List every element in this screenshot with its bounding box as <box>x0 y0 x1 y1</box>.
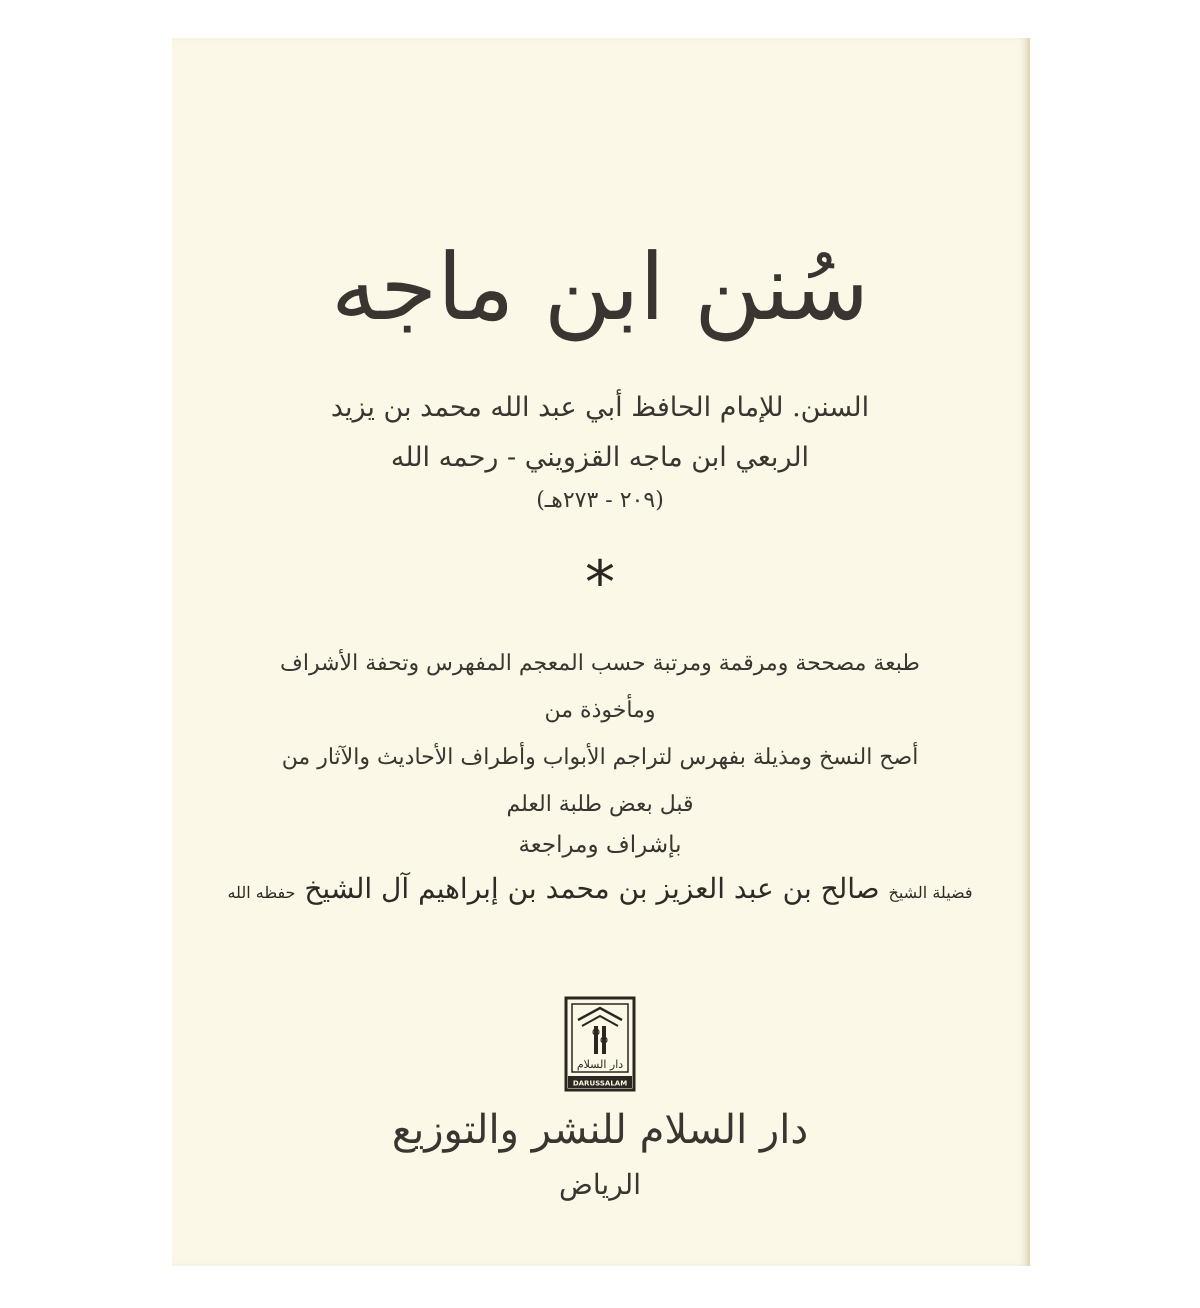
supervision-label: بإشراف ومراجعة <box>518 832 682 858</box>
author-block <box>212 383 988 483</box>
publisher-name: دار السلام للنشر والتوزيع <box>391 1107 809 1153</box>
book-title-page <box>172 38 1030 1266</box>
edition-line-2: أصح النسخ ومذيلة بفهرس لتراجم الأبواب وأطراف الأحاديث والآثار من <box>281 745 919 770</box>
edition-line-1: طبعة مصححة ومرقمة ومرتبة حسب المعجم المفهرس وتحفة الأشراف ومأخوذة من <box>280 651 920 723</box>
author-dates: (٢٠٩ - ٢٧٣هـ) <box>536 488 664 513</box>
supervisor-line <box>202 872 998 905</box>
edition-line-3: قبل بعض طلبة العلم <box>506 792 694 817</box>
author-line-2: الربعي ابن ماجه القزويني - رحمه الله <box>390 442 810 473</box>
supervisor-prefix: فضيلة الشيخ <box>888 883 973 902</box>
supervisor-name: صالح بن عبد العزيز بن محمد بن إبراهيم آل الشيخ <box>304 872 880 905</box>
supervisor-suffix: حفظه الله <box>227 883 296 902</box>
book-title: سُنن ابن ماجه <box>330 234 870 341</box>
author-line-1: السنن. للإمام الحافظ أبي عبد الله محمد بن يزيد <box>330 392 870 423</box>
asterisk-divider: * <box>585 548 615 618</box>
darussalam-logo-icon <box>564 996 636 1092</box>
publisher-city: الرياض <box>559 1168 641 1201</box>
logo-latin-text: DARUSSALAM <box>572 1079 628 1088</box>
edition-description <box>242 640 958 828</box>
logo-arabic-text: دار السلام <box>576 1058 624 1071</box>
title-page-content <box>172 38 1028 1266</box>
